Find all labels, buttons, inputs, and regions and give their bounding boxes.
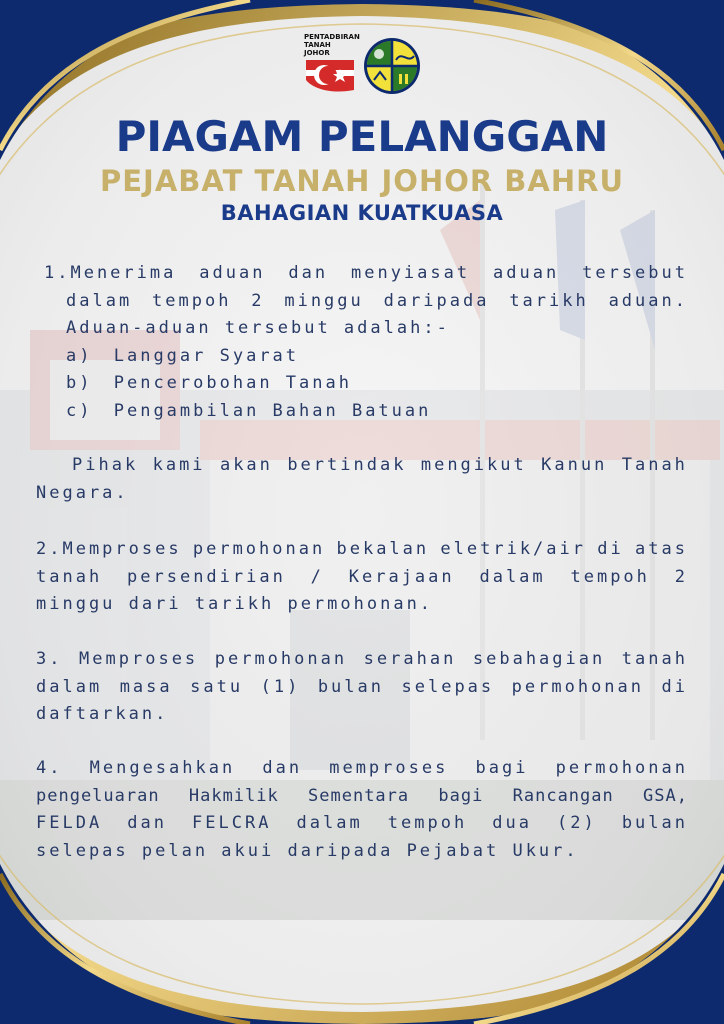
list-item bbox=[36, 343, 688, 371]
logo-text-line-1: PENTADBIRAN bbox=[304, 33, 360, 41]
item-1 bbox=[36, 260, 688, 425]
item-1-line-1: 1.Menerima aduan dan menyiasat aduan tersebut bbox=[44, 263, 688, 283]
item-4 bbox=[36, 755, 688, 865]
item-4-line-1: 4. Mengesahkan dan memproses bagi permohonan bbox=[36, 758, 688, 778]
list-item-text: Langgar Syarat bbox=[113, 345, 300, 366]
list-item bbox=[36, 398, 688, 426]
item-2-line-2: tanah persendirian / Kerajaan dalam tempoh 2 bbox=[36, 566, 688, 587]
page-title: PIAGAM PELANGGAN bbox=[115, 112, 609, 161]
logo-text bbox=[304, 33, 364, 57]
item-1-line-2: dalam tempoh 2 minggu daripada tarikh aduan. bbox=[66, 290, 688, 311]
list-item-text: Pencerobohan Tanah bbox=[113, 373, 352, 393]
list-item-text: Pengambilan Bahan Batuan bbox=[113, 400, 432, 421]
note-line-2: Negara. bbox=[36, 482, 129, 503]
note-line-1: Pihak kami akan bertindak mengikut Kanun Tanah bbox=[72, 455, 688, 475]
logo-text-line-3: JOHOR bbox=[304, 49, 330, 57]
list-item-marker: c) bbox=[66, 400, 93, 421]
list-item-marker: a) bbox=[66, 345, 93, 366]
item-1-line-3: Aduan-aduan tersebut adalah:- bbox=[66, 318, 450, 338]
list-item bbox=[36, 370, 688, 398]
logo-text-line-2: TANAH bbox=[304, 41, 331, 49]
item-2 bbox=[36, 536, 688, 619]
item-4-line-4: selepas pelan akui daripada Pejabat Ukur. bbox=[36, 840, 579, 861]
list-item-marker: b) bbox=[66, 373, 93, 393]
item-3-line-1: 3. Memproses permohonan serahan sebahagian tanah bbox=[36, 649, 688, 669]
item-2-line-1: 2.Memproses permohonan bekalan eletrik/air di atas bbox=[36, 539, 688, 559]
item-3-line-2: dalam masa satu (1) bulan selepas permohonan di bbox=[36, 676, 688, 697]
item-3-line-3: daftarkan. bbox=[36, 704, 169, 724]
item-4-line-3: FELDA dan FELCRA dalam tempoh dua (2) bulan bbox=[36, 813, 688, 833]
pentadbiran-tanah-johor-logo bbox=[304, 30, 422, 96]
item-3 bbox=[36, 646, 688, 729]
item-4-line-2: pengeluaran Hakmilik Sementara bagi Rancangan GSA, bbox=[36, 785, 688, 806]
item-2-line-3: minggu dari tarikh permohonan. bbox=[36, 594, 434, 614]
note-paragraph bbox=[36, 452, 688, 507]
page-subtitle: PEJABAT TANAH JOHOR BAHRU bbox=[99, 164, 625, 198]
section-title: BAHAGIAN KUATKUASA bbox=[220, 201, 504, 225]
